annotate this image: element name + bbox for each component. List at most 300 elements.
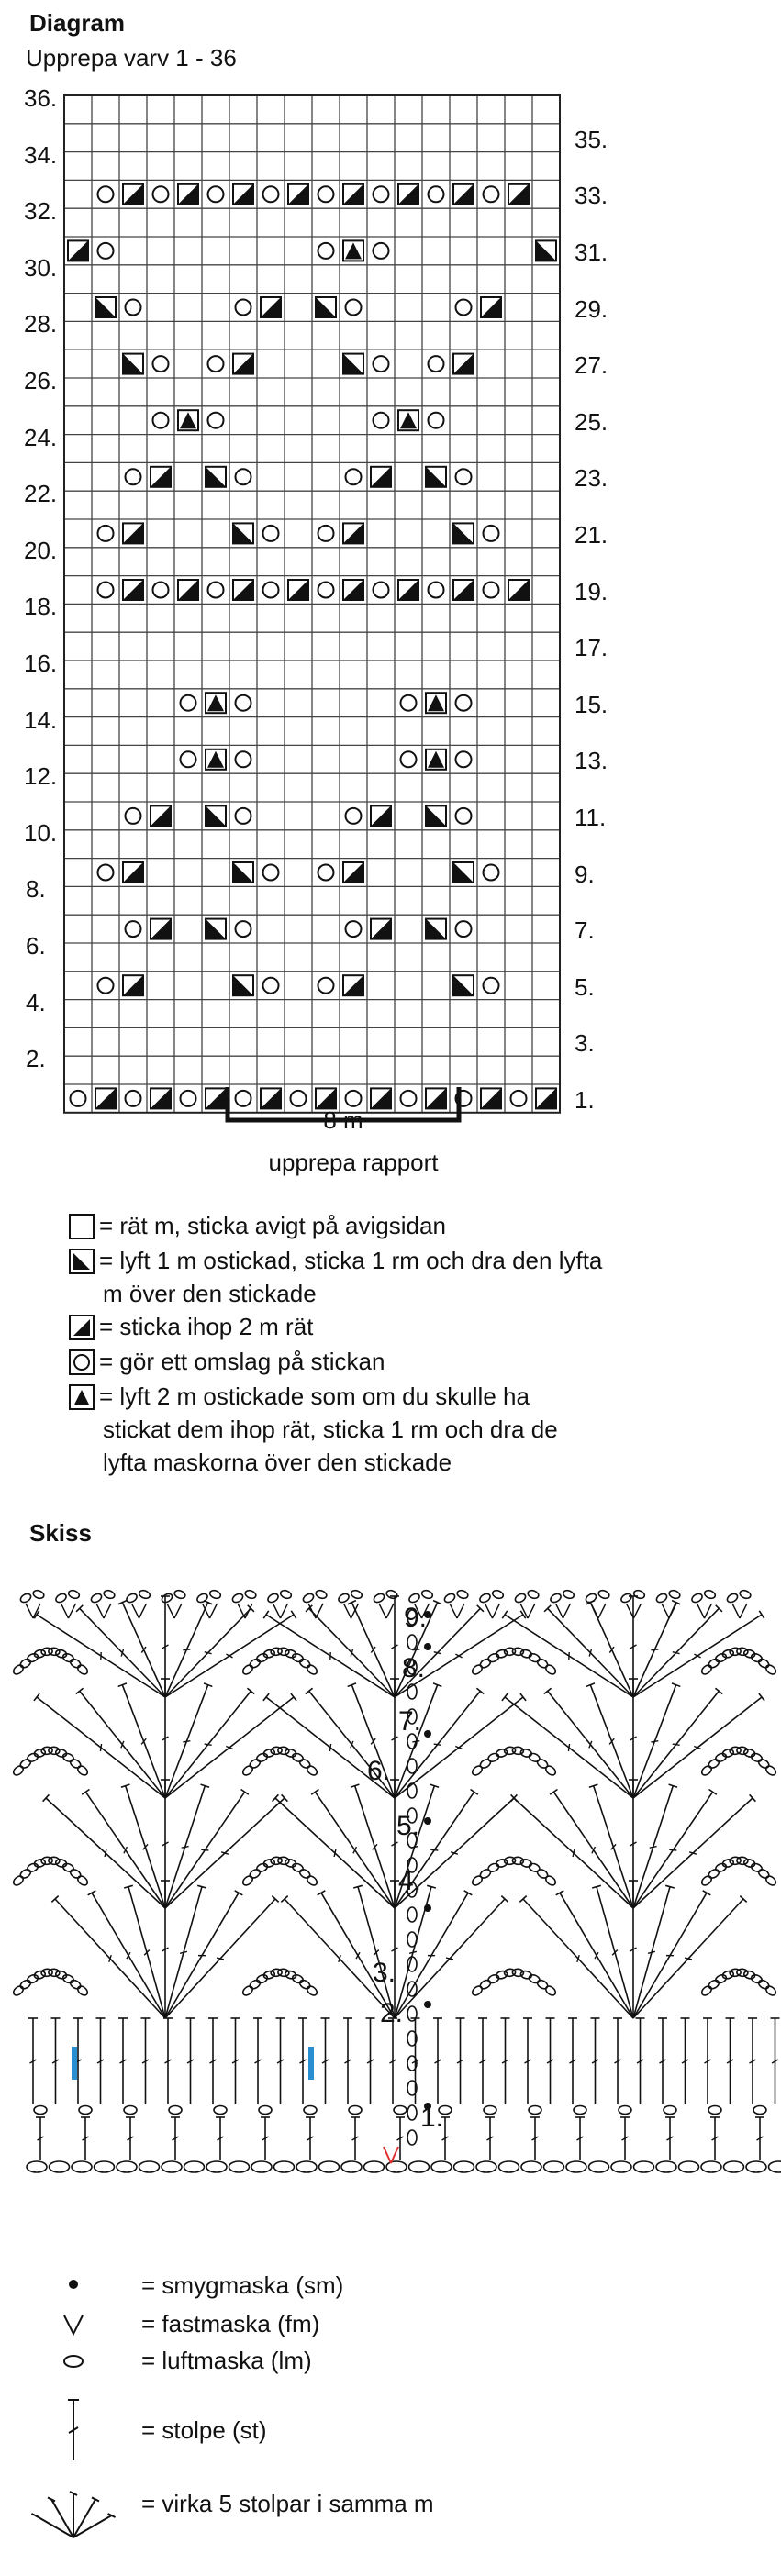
chain-stitch [443,1593,456,1604]
skp-symbol [233,975,253,995]
skp-symbol [426,805,446,826]
treble-stitch [121,1784,165,1908]
k2tog-symbol [343,184,363,205]
treble-stitch [141,2018,151,2104]
chain-stitch [386,2161,407,2172]
yarn-over-symbol [374,583,389,598]
chain-stitch [241,1764,254,1777]
yarn-over-symbol [236,695,251,711]
legend-text: = lyft 1 m ostickad, sticka 1 rm och dra den lyfta [99,1247,603,1274]
round-label: 2. [380,1998,404,2028]
treble-stitch [546,2018,555,2104]
skp-symbol [95,297,116,317]
treble-stitch [165,1885,206,2018]
yarn-over-symbol [318,243,334,259]
chain-stitch [349,2106,362,2115]
chain-stitch [249,1868,262,1880]
chain-stitch [291,1973,304,1984]
chain-stitch [753,2106,766,2115]
chain-stitch [49,1648,61,1656]
chain-stitch [544,1764,557,1777]
chain-stitch [69,1758,82,1770]
chain-stitch [95,2161,115,2172]
treble-stitch [366,2018,375,2104]
slip-stitch [424,1817,431,1825]
yarn-over-symbol [236,300,251,316]
treble-stitch [633,1605,722,1697]
k2tog-symbol [481,297,501,317]
k2tog-symbol [233,184,253,205]
k2tog-symbol [453,580,474,600]
k2tog-symbol [453,354,474,374]
yarn-over-symbol [401,751,417,767]
yarn-over-symbol [456,469,472,484]
repeat-width-label: 8 m [323,1106,363,1134]
yarn-over-symbol [98,526,114,541]
chain-stitch [72,2161,92,2172]
yarn-over-symbol [456,695,472,711]
yarn-over-symbol [456,300,472,316]
chain-stitch [214,2106,227,2115]
treble-stitch [253,2018,262,2104]
chain-stitch [249,1758,262,1770]
yarn-over-symbol [318,978,334,994]
chain-stitch [528,1752,541,1763]
yarn-over-symbol [318,583,334,598]
chain-stitch [668,1589,681,1600]
chain-stitch [19,1758,32,1770]
treble-stitch [118,2018,128,2104]
chain-stitch [690,1593,703,1604]
picot-stitch [379,1604,394,1618]
chain-stitch [12,1874,25,1887]
treble-stitch [703,2018,712,2104]
chain-stitch [536,1658,549,1670]
yarn-over-symbol [346,300,362,316]
row-label: 7. [575,916,595,945]
treble-stitch [433,2018,442,2104]
treble-stitch [575,2117,585,2160]
row-label: 13. [575,747,608,775]
chain-stitch [341,2161,362,2172]
chain-stitch [32,1589,45,1600]
chain-stitch [394,2106,407,2115]
chain-stitch [585,1593,597,1604]
treble-stitch [544,1605,633,1697]
sketch-title: Skiss [29,1519,92,1547]
treble-stitch [165,1688,254,1798]
chain-stitch [274,2161,295,2172]
skp-symbol [426,467,446,487]
row-label: 21. [575,521,608,549]
legend-symbol-k2tog [68,1314,95,1341]
skp-symbol [453,975,474,995]
k2tog-symbol [123,184,143,205]
chain-stitch [319,2161,340,2172]
treble-stitch [633,1688,722,1798]
treble-stitch [76,1688,165,1798]
chain-stitch [499,2161,519,2172]
row-label: 33. [575,182,608,210]
k2tog-symbol [178,184,198,205]
chain-stitch [306,1874,318,1887]
round-label: 6. [367,1756,391,1786]
skp-symbol [343,354,363,374]
chain-stitch [90,1593,103,1604]
k2tog-symbol [261,297,281,317]
chain-stitch [249,1658,262,1670]
row-label: 24. [24,423,58,451]
picot-stitch [520,1604,535,1618]
k2tog-symbol [288,184,308,205]
chain-stitch [487,1752,500,1763]
yarn-over-symbol [346,921,362,937]
chain-stitch [750,1862,763,1873]
chain-stitch [49,1969,61,1977]
yarn-over-symbol [263,186,279,202]
cdd-symbol [206,749,226,770]
chain-stitch [306,1984,318,1997]
chain-stitch [476,2161,496,2172]
treble-stitch [620,2117,630,2160]
chain-stitch [125,1593,138,1604]
chain-stitch [278,1857,290,1865]
chain-stitch [409,2161,430,2172]
round-label: 1. [420,2103,444,2133]
picot-stitch [697,1604,712,1618]
row-label: 31. [575,239,608,266]
yarn-over-symbol [484,583,499,598]
chain-stitch [737,1969,749,1977]
chain-stitch [304,2106,317,2115]
yarn-over-symbol [153,583,169,598]
k2tog-symbol [288,580,308,600]
chain-stitch [278,1747,290,1755]
chain-stitch [169,2106,182,2115]
treble-stitch [51,2018,61,2104]
chain-stitch [487,1652,500,1663]
treble-stitch [633,1683,680,1798]
chain-stitch [139,2161,160,2172]
treble-stitch [633,1891,710,2018]
yarn-over-symbol [236,808,251,824]
k2tog-symbol [508,580,529,600]
treble-stitch [478,2018,487,2104]
skp-symbol [316,297,336,317]
k2tog-symbol [151,1088,171,1108]
chain-stitch [255,1862,268,1873]
yarn-over-symbol [236,751,251,767]
treble-stitch [231,2018,240,2104]
key-text: = luftmaska (lm) [141,2347,312,2374]
chain-stitch [296,2161,317,2172]
treble-stitch [261,2117,270,2160]
chain-stitch [521,2161,541,2172]
picot-stitch [485,1604,500,1618]
yarn-over-symbol [484,865,499,881]
chain-stitch [479,1758,492,1770]
yarn-over-symbol [71,1091,86,1106]
k2tog-symbol [343,975,363,995]
yarn-over-symbol [429,186,444,202]
chain-stitch [291,1652,304,1663]
chain-stitch [757,1868,770,1880]
chain-stitch [656,2161,676,2172]
treble-stitch [395,1683,441,1798]
chain-stitch [407,2105,417,2120]
k2tog-symbol [536,1088,556,1108]
chain-stitch [407,2130,417,2145]
chain-stitch [701,2161,721,2172]
k2tog-symbol [371,919,391,939]
chain-stitch [471,1874,484,1887]
picot-stitch [167,1604,182,1618]
diagram-title: Diagram [29,9,126,37]
row-label: 3. [575,1029,595,1058]
treble-stitch [161,1596,170,1697]
yarn-over-symbol [484,978,499,994]
legend-text: = rät m, sticka avigt på avigsidan [99,1212,446,1239]
chain-stitch [26,1862,39,1873]
k2tog-symbol [68,240,88,261]
picot-stitch [556,1604,571,1618]
yarn-over-symbol [98,978,114,994]
row-label: 5. [575,972,595,1001]
chain-stitch [208,1589,221,1600]
chain-stitch [12,1663,25,1676]
round-label: 3. [373,1958,396,1988]
treble-stitch [28,2018,38,2104]
row-label: 18. [24,593,58,621]
picot-stitch [132,1604,147,1618]
chain-stitch [484,2106,496,2115]
chain-stitch [76,1663,89,1676]
skp-symbol [536,240,556,261]
yarn-over-symbol [374,356,389,372]
chain-stitch [337,1593,350,1604]
chain-stitch [279,1589,292,1600]
chain-stitch [769,2161,781,2172]
round-label: 4. [398,1866,422,1896]
chain-stitch [750,1752,763,1763]
chain-stitch [407,1957,417,1971]
treble-stitch [298,2018,307,2104]
treble-stitch [118,1683,165,1798]
chain-stitch [241,1663,254,1676]
chain-stitch [574,2106,586,2115]
chain-stitch [746,2161,766,2172]
chain-stitch [61,1652,74,1663]
treble-stitch [636,2018,645,2104]
legend-text: = lyft 2 m ostickade som om du skulle ha [99,1382,530,1410]
chain-stitch [103,1589,116,1600]
chain-stitch [138,1589,151,1600]
repeat-marker [308,2047,314,2080]
treble-stitch [592,1885,633,2018]
legend-symbol-skp [68,1248,95,1275]
row-label: 11. [575,804,607,831]
chain-stitch [278,1648,290,1656]
chain-stitch [241,1874,254,1887]
yarn-over-symbol [236,469,251,484]
treble-stitch [165,1784,209,1908]
picot-stitch [591,1604,606,1618]
treble-stitch [633,1790,717,1908]
k2tog-symbol [95,1088,116,1108]
chain-stitch [479,1868,492,1880]
k2tog-symbol [371,805,391,826]
k2tog-symbol [261,1088,281,1108]
chain-stitch [26,1752,39,1763]
yarn-over-symbol [429,356,444,372]
chain-stitch [373,1593,385,1604]
chain-stitch [206,2161,227,2172]
k2tog-symbol [233,354,253,374]
chain-stitch [291,1752,304,1763]
treble-stitch [216,2117,225,2160]
treble-stitch [165,1605,254,1697]
chain-stitch [49,1857,61,1865]
legend-text: m över den stickade [103,1280,317,1307]
treble-stitch [161,1780,170,1908]
chain-stitch [407,1635,417,1649]
repeat-label: upprepa rapport [268,1149,439,1176]
chain-stitch [703,1589,716,1600]
legend-symbol-blank [68,1213,95,1240]
yarn-over-symbol [153,186,169,202]
treble-stitch [165,1891,242,2018]
chain-stitch [700,1663,713,1676]
yarn-over-symbol [401,1091,417,1106]
knitting-chart [0,0,781,1183]
yarn-over-symbol [263,583,279,598]
skp-symbol [453,862,474,883]
slip-stitch [424,1730,431,1738]
treble-stitch [530,2117,540,2160]
chain-stitch [536,1868,549,1880]
treble-stitch [208,2018,218,2104]
treble-stitch [556,1891,633,2018]
treble-stitch [81,2117,90,2160]
key-text: = virka 5 stolpar i samma m [141,2490,434,2517]
row-label: 26. [24,367,58,394]
chain-stitch [291,1862,304,1873]
yarn-over-symbol [291,1091,307,1106]
yarn-over-symbol [318,865,334,881]
row-label: 4. [26,988,46,1016]
repeat-marker [72,2047,77,2080]
treble-stitch [629,1780,638,1908]
chain-stitch [431,2161,452,2172]
row-label: 28. [24,310,58,339]
chain-stitch [562,1589,575,1600]
round-label: 9. [404,1603,428,1633]
chain-stitch [407,1932,417,1947]
sketch-drawing [12,1589,781,2172]
treble-stitch [544,1688,633,1798]
k2tog-symbol [123,580,143,600]
treble-stitch [771,2018,780,2104]
yarn-over-symbol [374,413,389,428]
k2tog-symbol [508,184,529,205]
yarn-over-symbol [126,1091,141,1106]
chain-stitch [255,1752,268,1763]
yarn-over-symbol [98,243,114,259]
chain-stitch [737,1648,749,1656]
picot-stitch [61,1604,76,1618]
skp-symbol [426,919,446,939]
chain-stitch [76,1764,89,1777]
chain-stitch [266,1593,279,1604]
treble-stitch [390,1596,399,1697]
k2tog-symbol [151,805,171,826]
chain-stitch [708,1658,720,1670]
k2tog-symbol [371,1088,391,1108]
chain-stitch [478,1593,491,1604]
chain-stitch [19,1658,32,1670]
chain-stitch [664,2106,676,2115]
chain-stitch [244,1589,257,1600]
chain-stitch [12,1984,25,1997]
yarn-over-symbol [208,186,224,202]
chain-stitch [385,1589,398,1600]
chain-stitch [278,1969,290,1977]
chain-stitch [12,1764,25,1777]
chain-stitch [487,1862,500,1873]
key-text: = stolpe (st) [141,2416,267,2444]
legend-text: lyfta maskorna över den stickade [103,1449,452,1476]
chain-stitch [241,1984,254,1997]
chain-stitch [708,1979,720,1991]
chain-stitch [655,1593,668,1604]
chain-stitch [750,1973,763,1984]
chain-stitch [298,1979,311,1991]
key-symbol-fan [18,2453,128,2554]
chain-stitch [619,2106,631,2115]
chain-stitch [529,2106,541,2115]
chain-stitch [249,1979,262,1991]
row-label: 9. [575,860,595,888]
k2tog-symbol [151,467,171,487]
chain-stitch [700,1764,713,1777]
chain-stitch [161,1593,173,1604]
chain-stitch [544,1874,557,1887]
k2tog-symbol [343,523,363,543]
chain-stitch [491,1589,504,1600]
chain-stitch [124,2106,137,2115]
cdd-symbol [178,410,198,430]
yarn-over-symbol [263,865,279,881]
row-label: 20. [24,536,58,564]
yarn-over-symbol [346,469,362,484]
chain-stitch [611,2161,631,2172]
row-label: 17. [575,634,608,662]
legend-text: = sticka ihop 2 m rät [99,1313,314,1340]
diagram-subtitle: Upprepa varv 1 - 36 [26,44,237,72]
row-label: 6. [26,932,46,960]
chain-stitch [726,1593,739,1604]
row-label: 19. [575,577,608,605]
treble-stitch [165,1683,212,1798]
cdd-symbol [398,410,418,430]
treble-stitch [633,1885,675,2018]
treble-stitch [82,1790,165,1908]
treble-stitch [351,1784,395,1908]
chain-stitch [549,1593,562,1604]
yarn-over-symbol [153,356,169,372]
yarn-over-symbol [208,583,224,598]
row-label: 2. [26,1045,46,1073]
